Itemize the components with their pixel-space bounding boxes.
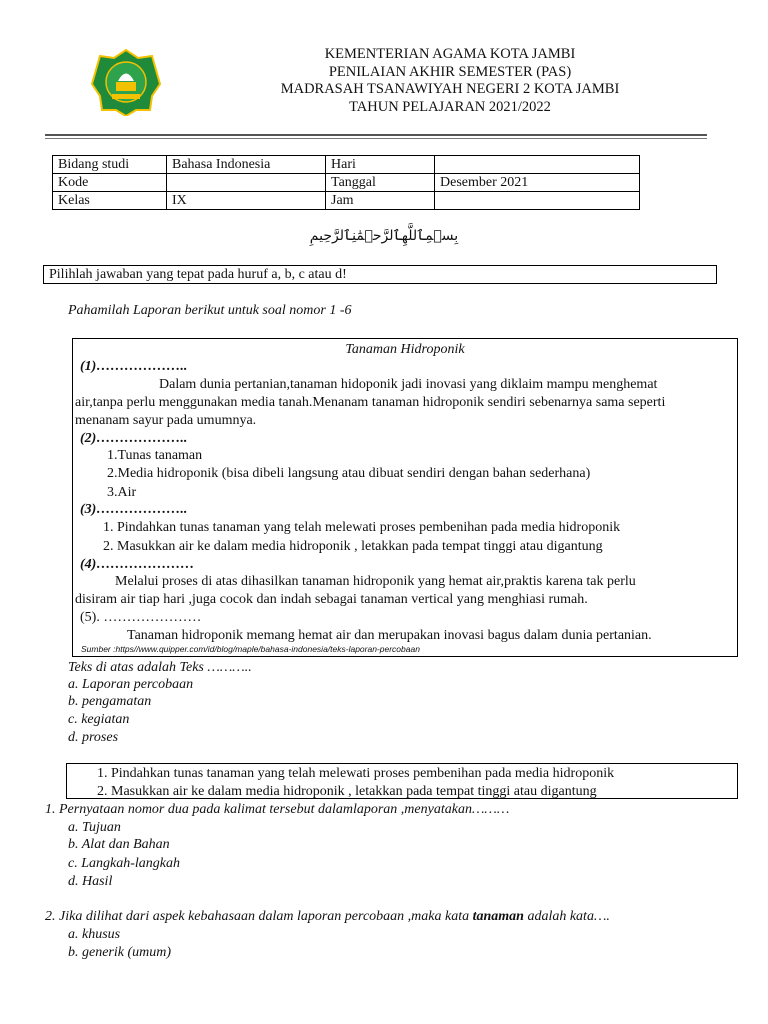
bismillah: بِسۡمِٱللَّهِٱلرَّحۡمَٰنِٱلرَّحِيمِ [309, 228, 459, 244]
table-row [53, 156, 640, 174]
section-5-label: (5). ………………… [80, 610, 202, 625]
step-item: 2. Masukkan air ke dalam media hidroponik , letakkan pada tempat tinggi atau digantung [103, 539, 603, 554]
table-cell: Bahasa Indonesia [167, 156, 326, 174]
answer-option[interactable]: a. Laporan percobaan [68, 677, 194, 692]
answer-option[interactable]: b. generik (umum) [68, 945, 172, 960]
table-row [53, 192, 640, 210]
question-text: Teks di atas adalah Teks ……….. [68, 660, 252, 675]
header-line-year: TAHUN PELAJARAN 2021/2022 [349, 98, 551, 115]
section-2-label: (2)……………….. [80, 431, 188, 446]
section-4-text-line: disiram air tiap hari ,juga cocok dan indah sebagai tanaman vertical yang menghiasi rumah. [75, 592, 588, 607]
section-1-text-line: menanam sayur pada umumnya. [75, 413, 257, 428]
question-text: 1. Pernyataan nomor dua pada kalimat tersebut dalamlaporan ,menyatakan……… [45, 802, 510, 817]
document-header [230, 46, 670, 116]
section-4-text-line: Melalui proses di atas dihasilkan tanaman hidroponik yang hemat air,praktis karena tak perlu [115, 574, 636, 589]
table-cell: Kode [53, 174, 167, 192]
header-line-ministry: KEMENTERIAN AGAMA KOTA JAMBI [324, 46, 576, 62]
material-item: 3.Air [107, 485, 137, 500]
kemenag-logo [90, 48, 162, 116]
question-text [45, 908, 610, 925]
exam-info-table [52, 155, 640, 210]
answer-option[interactable]: b. pengamatan [68, 694, 152, 709]
report-box [72, 338, 738, 657]
header-divider-thick [45, 134, 707, 136]
answer-option[interactable]: a. Tujuan [68, 820, 121, 835]
table-cell [435, 192, 640, 210]
answer-option[interactable]: c. kegiatan [68, 712, 130, 727]
material-item: 2.Media hidroponik (bisa dibeli langsung atau dibuat sendiri dengan bahan sederhana) [107, 466, 591, 481]
step-item: 2. Masukkan air ke dalam media hidroponik , letakkan pada tempat tinggi atau digantung [97, 784, 597, 799]
answer-option[interactable]: b. Alat dan Bahan [68, 837, 170, 852]
answer-option[interactable]: a. khusus [68, 927, 121, 942]
header-line-exam: PENILAIAN AKHIR SEMESTER (PAS) [328, 63, 572, 80]
question-keyword: tanaman [472, 909, 524, 924]
table-row [53, 174, 640, 192]
answer-option[interactable]: d. Hasil [68, 874, 113, 889]
table-cell: Hari [326, 156, 435, 174]
reading-intro: Pahamilah Laporan berikut untuk soal nomor 1 -6 [68, 303, 352, 318]
answer-option[interactable]: c. Langkah-langkah [68, 856, 180, 871]
instruction-box: Pilihlah jawaban yang tepat pada huruf a, b, c atau d! [43, 265, 717, 284]
table-cell [167, 174, 326, 192]
header-divider-thin [45, 138, 707, 139]
question-text-part: 2. Jika dilihat dari aspek kebahasaan dalam laporan percobaan ,maka kata [45, 909, 473, 924]
section-1-text-line: Dalam dunia pertanian,tanaman hidoponik jadi inovasi yang diklaim mampu menghemat [159, 377, 658, 392]
header-line-school: MADRASAH TSANAWIYAH NEGERI 2 KOTA JAMBI [280, 81, 620, 97]
section-1-text-line: air,tanpa perlu menggunakan media tanah.Menanam tanaman hidroponik sendiri sebenarnya sama seperti [75, 395, 666, 410]
quoted-steps-box [66, 763, 738, 799]
step-item: 1. Pindahkan tunas tanaman yang telah melewati proses pembenihan pada media hidroponik [97, 766, 615, 781]
report-title: Tanaman Hidroponik [345, 342, 465, 357]
table-cell: Bidang studi [53, 156, 167, 174]
logo-ribbon [112, 94, 140, 99]
logo-book [116, 82, 136, 91]
table-cell [435, 156, 640, 174]
table-cell: Jam [326, 192, 435, 210]
table-cell: Tanggal [326, 174, 435, 192]
table-cell: Kelas [53, 192, 167, 210]
table-cell: IX [167, 192, 326, 210]
answer-option[interactable]: d. proses [68, 730, 119, 745]
section-3-label: (3)……………….. [80, 502, 188, 517]
source-citation: Sumber :https//www.quipper.com/id/blog/maple/bahasa-indonesia/teks-laporan-percobaan [81, 644, 420, 654]
material-item: 1.Tunas tanaman [107, 448, 203, 463]
question-text-part: adalah kata…. [523, 909, 610, 924]
section-5-text: Tanaman hidroponik memang hemat air dan merupakan inovasi bagus dalam dunia pertanian. [127, 628, 652, 643]
step-item: 1. Pindahkan tunas tanaman yang telah melewati proses pembenihan pada media hidroponik [103, 520, 621, 535]
section-4-label: (4)………………… [80, 557, 195, 572]
section-1-label: (1)……………….. [80, 359, 188, 374]
table-cell: Desember 2021 [435, 174, 640, 192]
